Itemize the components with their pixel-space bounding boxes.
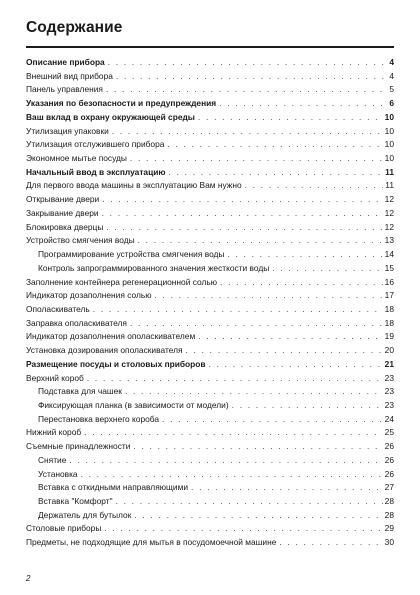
toc-entry-title: Утилизация отслужившего прибора (26, 139, 165, 150)
toc-entry[interactable] (26, 330, 394, 344)
toc-entry[interactable] (26, 399, 394, 413)
toc-entry-page: 13 (384, 235, 394, 246)
toc-entry-title: Описание прибора (26, 57, 105, 67)
toc-entry-page: 10 (384, 125, 394, 136)
toc-entry-title: Устройство смягчения воды (26, 235, 135, 246)
toc-entry-page: 12 (384, 221, 394, 232)
toc-entry-title: Перестановка верхнего короба (38, 413, 160, 424)
toc-dot-leader (130, 317, 383, 331)
toc-entry-title: Установка (38, 468, 78, 479)
toc-dot-leader (112, 125, 383, 139)
toc-entry-page: 10 (384, 153, 394, 164)
toc-dot-leader (220, 276, 383, 290)
toc-entry-page: 26 (384, 441, 394, 452)
toc-entry-page: 26 (384, 468, 394, 479)
toc-entry[interactable] (26, 385, 394, 399)
toc-entry-page: 21 (384, 358, 394, 369)
toc-entry-title: Снятие (38, 454, 67, 465)
toc-entry[interactable] (26, 372, 394, 386)
toc-entry[interactable] (26, 440, 394, 454)
toc-dot-leader (104, 522, 382, 536)
toc-entry-title: Утилизация упаковки (26, 125, 109, 136)
toc-entry-page: 11 (385, 180, 394, 191)
toc-dot-leader (155, 289, 383, 303)
toc-entry-title: Программирование устройства смягчения воды (38, 249, 225, 260)
toc-dot-leader (209, 358, 383, 372)
toc-entry-title: Заполнение контейнера регенерационной солью (26, 276, 218, 287)
toc-dot-leader (167, 138, 382, 152)
toc-entry-title: Нижний короб (26, 427, 82, 438)
toc-entry[interactable] (26, 536, 394, 550)
toc-dot-leader (69, 454, 382, 468)
toc-entry-title: Фиксирующая планка (в зависимости от модели) (38, 399, 229, 410)
toc-entry-title: Держатель для бутылок (38, 509, 132, 520)
toc-dot-leader (169, 166, 384, 180)
toc-entry-title: Столовые приборы (26, 523, 102, 534)
toc-entry-title: Начальный ввод в эксплуатацию (26, 166, 166, 177)
toc-entry-page: 19 (384, 331, 394, 342)
toc-dot-leader (219, 97, 384, 111)
toc-entry-title: Указания по безопасности и предупреждения (26, 98, 217, 109)
toc-dot-leader (198, 111, 383, 125)
toc-entry[interactable] (26, 344, 394, 358)
toc-dot-leader (116, 495, 383, 509)
toc-dot-leader (162, 413, 383, 427)
toc-entry[interactable] (26, 413, 394, 427)
toc-entry-title: Верхний короб (26, 372, 84, 383)
toc-entry-page: 10 (384, 111, 394, 122)
toc-dot-leader (279, 536, 382, 550)
toc-entry-page: 27 (384, 482, 394, 493)
toc-entry-title: Экономное мытье посуды (26, 153, 127, 164)
toc-entry-page: 23 (384, 399, 394, 410)
toc-dot-leader (272, 262, 382, 276)
toc-dot-leader (116, 70, 384, 84)
toc-entry-page: 25 (384, 427, 394, 438)
toc-entry-page: 12 (384, 207, 394, 218)
toc-entry-page: 14 (384, 249, 394, 260)
toc-entry[interactable] (26, 138, 394, 152)
toc-entry-page: 5 (389, 84, 394, 95)
toc-entry-page: 15 (384, 262, 394, 273)
toc-entry-page: 16 (384, 276, 394, 287)
toc-entry-page: 4 (389, 57, 394, 67)
toc-entry[interactable] (26, 166, 394, 180)
toc-entry-page: 12 (384, 194, 394, 205)
toc-entry[interactable] (26, 207, 394, 221)
toc-entry[interactable] (26, 303, 394, 317)
toc-entry[interactable] (26, 358, 394, 372)
toc-entry[interactable] (26, 83, 394, 97)
toc-entry-page: 26 (384, 454, 394, 465)
toc-entry[interactable] (26, 426, 394, 440)
toc-dot-leader (138, 234, 383, 248)
toc-entry[interactable] (26, 234, 394, 248)
toc-dot-leader (191, 481, 383, 495)
toc-entry[interactable] (26, 56, 394, 70)
toc-entry-title: Открывание двери (26, 194, 100, 205)
toc-entry-title: Съемные принадлежности (26, 441, 131, 452)
toc-entry-title: Панель управления (26, 84, 103, 95)
toc-entry-title: Закрывание двери (26, 207, 99, 218)
toc-entry-title: Блокировка дверцы (26, 221, 104, 232)
toc-entry[interactable] (26, 522, 394, 536)
toc-entry[interactable] (26, 317, 394, 331)
toc-entry[interactable] (26, 125, 394, 139)
toc-entry[interactable] (26, 193, 394, 207)
toc-entry-page: 18 (384, 317, 394, 328)
toc-entry[interactable] (26, 248, 394, 262)
toc-dot-leader (130, 152, 383, 166)
toc-dot-leader (106, 83, 384, 97)
toc-entry-title: Предметы, не подходящие для мытья в посудомоечной машине (26, 537, 277, 548)
toc-entry-page: 18 (384, 303, 394, 314)
toc-entry-title: Внешний вид прибора (26, 70, 113, 81)
toc-dot-leader (87, 372, 383, 386)
toc-entry[interactable] (26, 495, 394, 509)
toc-entry-page: 4 (389, 70, 394, 81)
toc-entry[interactable] (26, 152, 394, 166)
toc-entry-page: 6 (389, 98, 394, 109)
page-title: Содержание (26, 19, 123, 36)
toc-entry-page: 28 (384, 509, 394, 520)
toc-entry-page: 23 (384, 372, 394, 383)
toc-entry[interactable] (26, 481, 394, 495)
table-of-contents (26, 56, 394, 550)
toc-entry-page: 30 (384, 537, 394, 548)
toc-entry[interactable] (26, 262, 394, 276)
toc-dot-leader (108, 56, 384, 70)
toc-dot-leader (227, 248, 382, 262)
toc-dot-leader (81, 468, 383, 482)
toc-entry[interactable] (26, 111, 394, 125)
toc-entry[interactable] (26, 454, 394, 468)
toc-entry-page: 20 (384, 345, 394, 356)
toc-entry-page: 29 (384, 523, 394, 534)
toc-dot-leader (93, 303, 383, 317)
toc-dot-leader (133, 440, 382, 454)
toc-entry-title: Размещение посуды и столовых приборов (26, 358, 206, 369)
toc-dot-leader (134, 509, 382, 523)
toc-entry-title: Вставка "Комфорт" (38, 496, 113, 506)
toc-dot-leader (245, 179, 384, 193)
toc-dot-leader (102, 207, 383, 221)
toc-entry-title: Подставка для чашек (38, 386, 122, 397)
toc-dot-leader (125, 385, 383, 399)
toc-entry[interactable] (26, 509, 394, 523)
toc-entry[interactable] (26, 276, 394, 290)
toc-entry-title: Индикатор дозаполнения солью (26, 290, 152, 301)
toc-dot-leader (186, 344, 383, 358)
toc-dot-leader (232, 399, 383, 413)
toc-entry-title: Для первого ввода машины в эксплуатацию Вам нужно (26, 180, 242, 191)
toc-entry-page: 24 (384, 413, 394, 424)
toc-entry-title: Ополаскиватель (26, 303, 90, 314)
toc-entry-title: Ваш вклад в охрану окружающей среды (26, 111, 195, 122)
toc-entry-title: Заправка ополаскивателя (26, 317, 127, 328)
toc-dot-leader (106, 221, 382, 235)
toc-entry-page: 11 (385, 166, 394, 177)
toc-dot-leader (198, 330, 382, 344)
toc-dot-leader (84, 426, 383, 440)
toc-entry-title: Контроль запрограммированного значения жесткости воды (38, 262, 270, 273)
toc-dot-leader (102, 193, 382, 207)
toc-entry-title: Индикатор дозаполнения ополаскивателем (26, 331, 196, 342)
page-number: 2 (26, 574, 31, 583)
toc-entry[interactable] (26, 179, 394, 193)
toc-entry[interactable] (26, 70, 394, 84)
toc-entry-title: Вставка с откидными направляющими (38, 482, 189, 493)
toc-entry[interactable] (26, 468, 394, 482)
toc-entry[interactable] (26, 221, 394, 235)
toc-entry-page: 10 (384, 139, 394, 150)
toc-entry-title: Установка дозирования ополаскивателя (26, 345, 183, 356)
toc-entry-page: 17 (384, 290, 394, 301)
toc-entry-page: 28 (384, 496, 394, 506)
toc-entry[interactable] (26, 97, 394, 111)
toc-entry[interactable] (26, 289, 394, 303)
title-divider (26, 46, 394, 48)
toc-entry-page: 23 (384, 386, 394, 397)
